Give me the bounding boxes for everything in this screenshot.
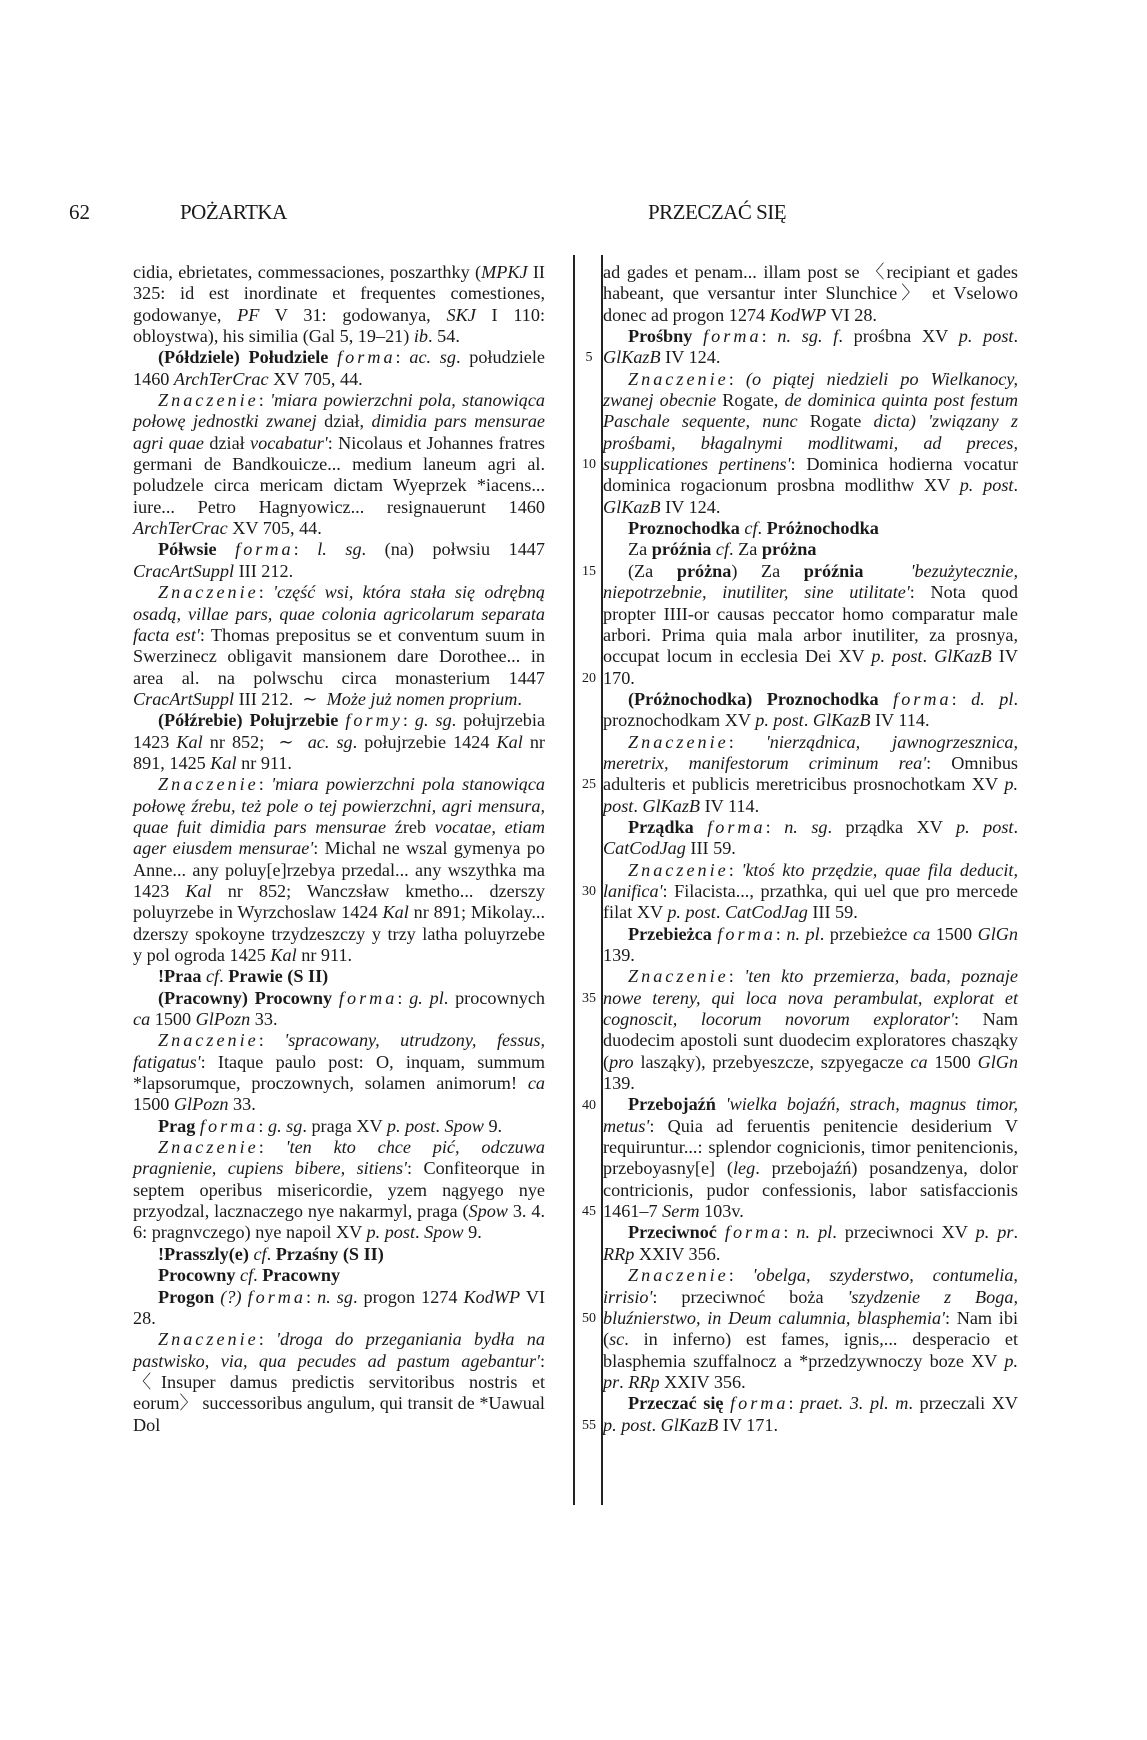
- dictionary-paragraph: !Prasszly(e) cf. Przaśny (S II): [158, 1243, 384, 1264]
- dictionary-paragraph: Przeczać się forma: praet. 3. pl. m. przeczali XV p. post. GlKazB IV 171.: [603, 1393, 1019, 1435]
- dictionary-paragraph: Proznochodka cf. Próżnochodka: [628, 518, 879, 539]
- line-number: 30: [582, 884, 596, 900]
- running-header: [0, 200, 1147, 230]
- column-divider-left: [573, 255, 575, 1505]
- right-column: [603, 262, 1018, 1436]
- left-column: [133, 262, 545, 1436]
- dictionary-paragraph: Znaczenie: 'część wsi, która stała się odrębną osadą, villae pars, quae colonia agricolarum separata facta est': Thomas prepositus se et conventum suum in Swerzinecz obligavit mansionem dare Dorothee... in area al. na polwschu circa monasterium 1447 CracArtSuppl III 212. ∼ Może już nomen proprium.: [133, 582, 545, 709]
- dictionary-paragraph: Prośbny forma: n. sg. f. prośbna XV p. post. GlKazB IV 124.: [603, 326, 1019, 368]
- dictionary-paragraph: Procowny cf. Pracowny: [158, 1265, 341, 1286]
- line-number: 55: [582, 1417, 596, 1433]
- dictionary-paragraph: Znaczenie: (o piątej niedzieli po Wielkanocy, zwanej obecnie Rogate, de dominica quinta post festum Paschale sequente, nunc Rogate dicta) 'związany z prośbami, błagalnymi modlitwami, ad preces, supplicationes pertinens': Dominica hodierna vocatur dominica rogacionum prosbna modlithw XV p. post. GlKazB IV 124.: [603, 368, 1018, 517]
- line-number: 50: [582, 1311, 596, 1327]
- dictionary-paragraph: Przebojaźń 'wielka bojaźń, strach, magnus timor, metus': Quia ad feruentis penitencie desiderium V requiruntur...: splendor cognicionis, timor penitencionis, przeboyasny[e] (leg. przebojaźń) posandzenya, dolor contricionis, pudor confessionis, labor satisfaccionis 1461–7 Serm 103v.: [603, 1094, 1019, 1222]
- line-number: 20: [582, 670, 596, 686]
- dictionary-paragraph: Znaczenie: 'ten kto przemierza, bada, poznaje nowe tereny, qui loca nova perambulat, explorat et cognoscit, locorum novorum explorator': Nam duodecim apostoli sunt duodecim exploratores chasząky (pro lasząky), przebyeszcze, szpyegacze ca 1500 GlGn 139.: [603, 966, 1018, 1094]
- dictionary-paragraph: Znaczenie: 'spracowany, utrudzony, fessus, fatigatus': Itaque paulo post: O, inquam, summum *lapsorumque, proczownych, solamen animorum! ca 1500 GlPozn 33.: [133, 1030, 545, 1115]
- dictionary-paragraph: Przeciwnoć forma: n. pl. przeciwnoci XV p. pr. RRp XXIV 356.: [603, 1222, 1019, 1264]
- dictionary-paragraph: ad gades et penam... illam post se 〈recipiant et gades habeant, que versantur inter Slunchice〉 et Vselowo donec ad progon 1274 KodWP VI 28.: [603, 262, 1018, 325]
- page-number: 62: [69, 200, 90, 224]
- dictionary-paragraph: Prag forma: g. sg. praga XV p. post. Spow 9.: [158, 1115, 503, 1136]
- dictionary-paragraph: Znaczenie: 'droga do przeganiania bydła na pastwisko, via, qua pecudes ad pastum agebantur': 〈Insuper damus predictis servitoribus nostris et eorum〉 successoribus angulum, qui transit de *Uawual Dol: [133, 1329, 545, 1435]
- left-headword: POŻARTKA: [180, 200, 287, 224]
- dictionary-paragraph: Prządka forma: n. sg. prządka XV p. post. CatCodJag III 59.: [603, 816, 1019, 859]
- dictionary-paragraph: Znaczenie: 'ten kto chce pić, odczuwa pragnienie, cupiens bibere, sitiens': Confiteorque in septem operibus misericordie, yzem nągyego nye przyodzal, lacznaczego nye nakarmyl, praga (Spow 3. 4. 6: pragnvczego) nye napoil XV p. post. Spow 9.: [133, 1137, 546, 1243]
- line-number: 25: [582, 777, 596, 793]
- dictionary-paragraph: (Za próżna) Za próźnia 'bezużytecznie, niepotrzebnie, inutiliter, sine utilitate': Nota quod propter IIII-or causas peccator homo comparatur male arbori. Prima quia mala arbor inutiliter, za prosnya, occupat locum in ecclesia Dei XV p. post. GlKazB IV 170.: [603, 560, 1018, 688]
- right-headword: PRZECZAĆ SIĘ: [648, 200, 787, 224]
- dictionary-paragraph: (Półźrebie) Połujrzebie formy: g. sg. połujrzebia 1423 Kal nr 852; ∼ ac. sg. połujrzebie 1424 Kal nr 891, 1425 Kal nr 911.: [133, 710, 546, 773]
- dictionary-paragraph: cidia, ebrietates, commessaciones, poszarthky (MPKJ II 325: id est inordinate et frequentes comestiones, godowanye, PF V 31: godowanya, SKJ I 110: obloystwa), his similia (Gal 5, 19–21) ib. 54.: [133, 262, 546, 347]
- dictionary-paragraph: (Próżnochodka) Proznochodka forma: d. pl. proznochodkam XV p. post. GlKazB IV 114.: [603, 688, 1018, 731]
- dictionary-paragraph: Znaczenie: 'obelga, szyderstwo, contumelia, irrisio': przeciwnoć boża 'szydzenie z Boga, bluźnierstwo, in Deum calumnia, blasphemia': Nam ibi (sc. in inferno) est fames, ignis,... desperacio et blasphemia szuffalnocz a *przedzywnoczy boze XV p. pr. RRp XXIV 356.: [603, 1265, 1019, 1392]
- line-number: 5: [585, 350, 593, 366]
- line-number: 35: [582, 990, 596, 1006]
- dictionary-paragraph: Znaczenie: 'ktoś kto przędzie, quae fila deducit, lanifica': Filacista..., przathka, qui uel que pro mercede filat XV p. post. CatCodJag III 59.: [603, 859, 1018, 923]
- dictionary-paragraph: Znaczenie: 'nierządnica, jawnogrzesznica, meretrix, manifestorum criminum rea': Omnibus adulteris et publicis meretricibus prosnochotkam XV p. post. GlKazB IV 114.: [603, 731, 1018, 816]
- line-number: 45: [582, 1204, 596, 1220]
- dictionary-paragraph: (Półdziele) Połudziele forma: ac. sg. połudziele 1460 ArchTerCrac XV 705, 44.: [133, 347, 545, 389]
- dictionary-paragraph: Znaczenie: 'miara powierzchni pola stanowiąca połowę źrebu, też pole o tej powierzchni, agri mensura, quae fuit dimidia pars mensurae źreb vocatae, etiam ager eiusdem mensurae': Michal ne wszal gymenya po Anne... any poluy[e]rzebya przedal... any wszythka ma 1423 Kal nr 852; Wanczsław kmetho... dzerszy poluyrzebe in Wyrzchoslaw 1424 Kal nr 891; Mikolay... dzerszy spokoyne trzydzeszczy y trzy latha poluyrzebe y pol ogroda 1425 Kal nr 911.: [133, 774, 546, 965]
- dictionary-paragraph: !Praa cf. Prawie (S II): [158, 966, 329, 987]
- dictionary-paragraph: Przebieżca forma: n. pl. przebieżce ca 1500 GlGn 139.: [603, 923, 1019, 965]
- dictionary-paragraph: Półwsie forma: l. sg. (na) połwsiu 1447 CracArtSuppl III 212.: [133, 539, 545, 581]
- line-number: 10: [582, 457, 596, 473]
- dictionary-paragraph: Znaczenie: 'miara powierzchni pola, stanowiąca połowę jednostki zwanej dział, dimidia pars mensurae agri quae dział vocabatur': Nicolaus et Johannes fratres germani de Bandkouicze... medium laneum agri al. poludzele circa mericam dictam Wyeprzek *iacens... iure... Petro Hagnyowicz... resignauerunt 1460 ArchTerCrac XV 705, 44.: [133, 390, 545, 539]
- dictionary-paragraph: (Pracowny) Procowny forma: g. pl. procownych ca 1500 GlPozn 33.: [133, 987, 545, 1030]
- dictionary-paragraph: Progon (?) forma: n. sg. progon 1274 KodWP VI 28.: [133, 1286, 546, 1328]
- dictionary-paragraph: Za próźnia cf. Za próżna: [628, 539, 817, 560]
- line-number: 40: [582, 1097, 596, 1113]
- line-number: 15: [582, 563, 596, 579]
